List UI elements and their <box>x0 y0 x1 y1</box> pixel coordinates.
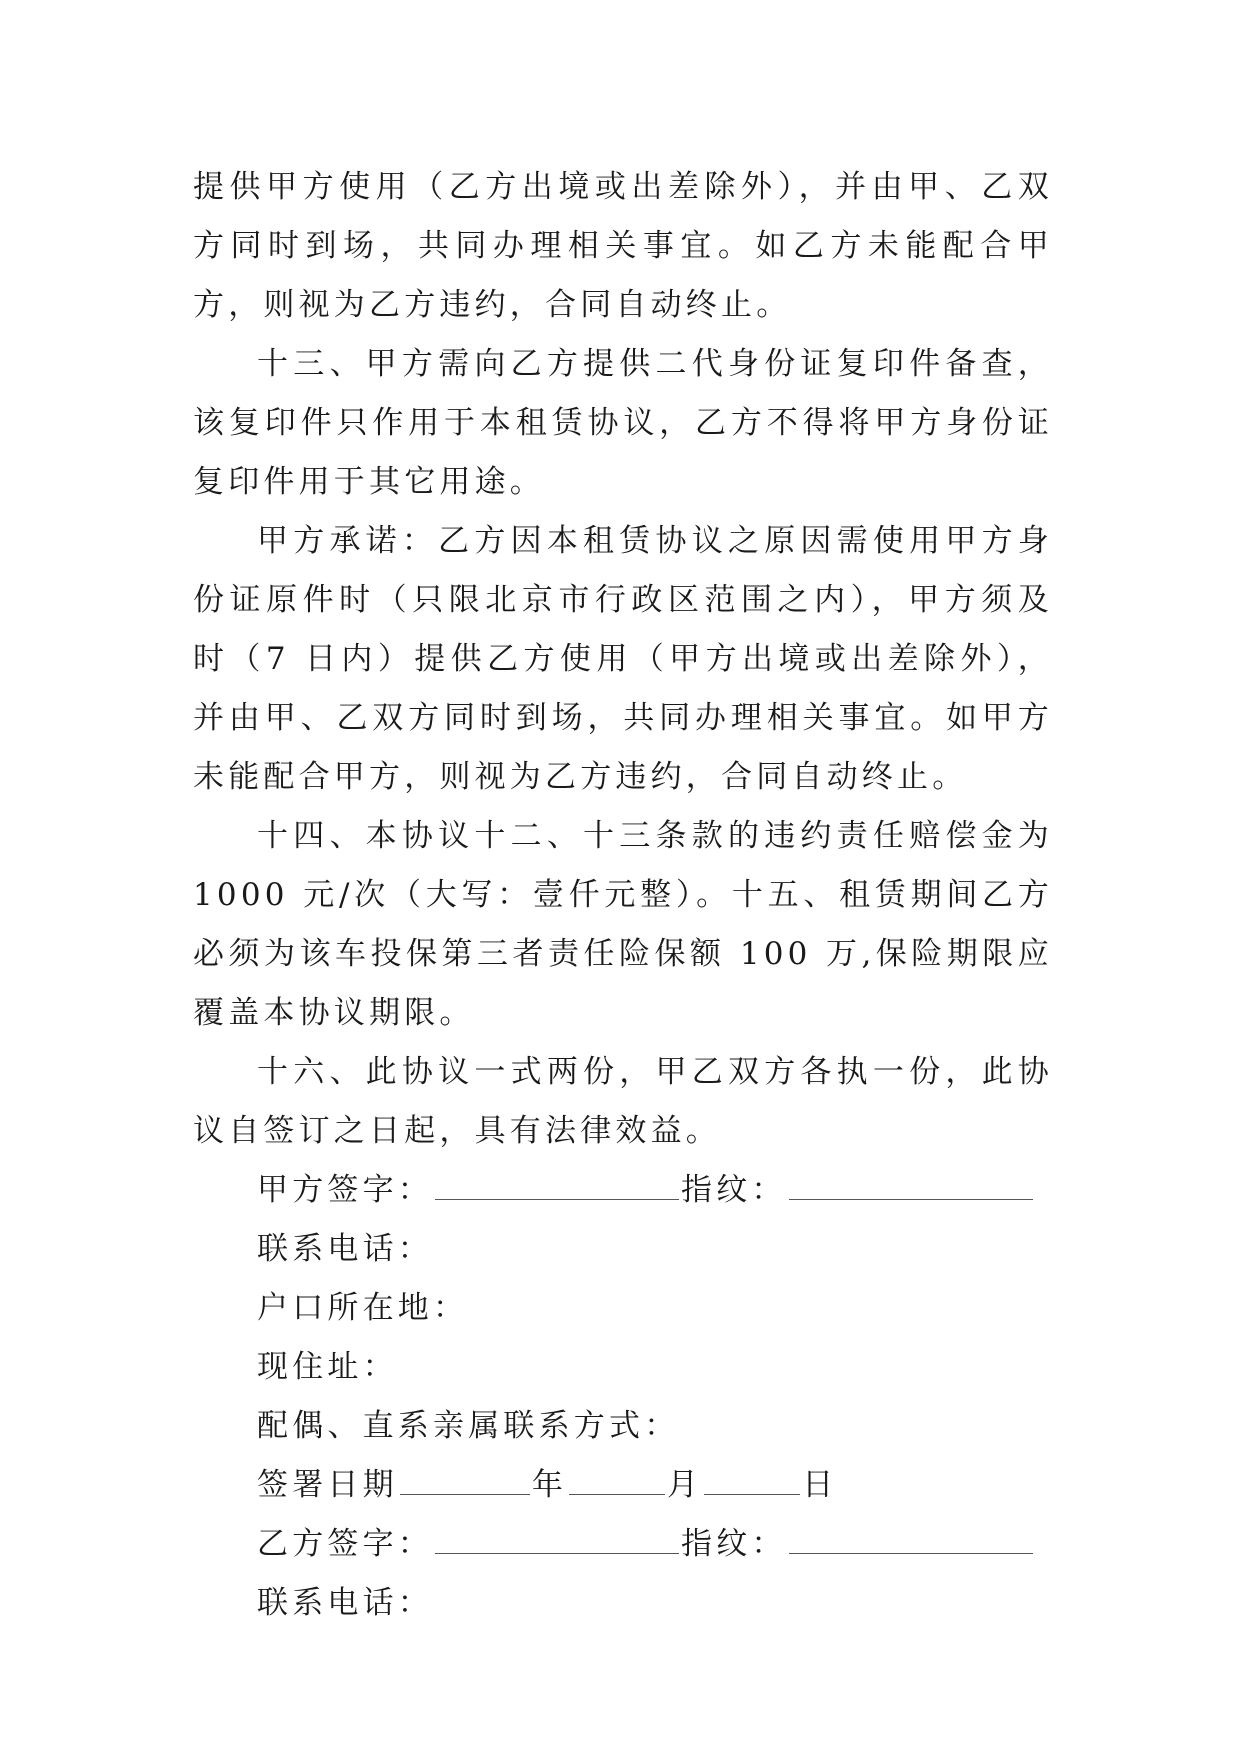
signing-day-blank[interactable] <box>704 1464 800 1495</box>
party-b-signature-line <box>193 1515 1053 1574</box>
signing-month-blank[interactable] <box>569 1464 665 1495</box>
party-a-address-label: 现住址： <box>257 1349 398 1385</box>
party-b-fingerprint-blank[interactable] <box>789 1523 1033 1554</box>
paragraph-clause-13: 十三、甲方需向乙方提供二代身份证复印件备查，该复印件只作用于本租赁协议，乙方不得将甲方身份证复印件用于其它用途。 <box>193 346 1053 500</box>
paragraph-party-a-promise: 甲方承诺：乙方因本租赁协议之原因需使用甲方身份证原件时（只限北京市行政区范围之内），甲方须及时（7 日内）提供乙方使用（甲方出境或出差除外），并由甲、乙双方同时到场，共同办理相关事宜。如甲方未能配合甲方，则视为乙方违约，合同自动终止。 <box>193 523 1053 795</box>
party-a-address-line <box>193 1338 1053 1397</box>
party-a-fingerprint-label: 指纹： <box>681 1172 787 1208</box>
document-page <box>193 158 1068 1633</box>
party-a-relative-label: 配偶、直系亲属联系方式： <box>257 1408 680 1444</box>
party-a-phone-label: 联系电话： <box>257 1231 433 1267</box>
paragraph-clause-14-15: 十四、本协议十二、十三条款的违约责任赔偿金为 1000 元/次（大写：壹仟元整）。十五、租赁期间乙方必须为该车投保第三者责任险保额 100 万,保险期限应覆盖本协议期限。 <box>193 818 1068 1031</box>
party-b-signature-label: 乙方签字： <box>257 1526 433 1562</box>
month-label: 月 <box>667 1467 703 1503</box>
party-b-signature-blank[interactable] <box>435 1523 679 1554</box>
party-a-signature-line <box>193 1161 1053 1220</box>
day-label: 日 <box>802 1467 838 1503</box>
party-a-relative-line <box>193 1397 1053 1456</box>
party-a-hukou-label: 户口所在地： <box>257 1290 469 1326</box>
party-a-signature-blank[interactable] <box>435 1169 679 1200</box>
party-a-phone-line <box>193 1220 1053 1279</box>
party-a-fingerprint-blank[interactable] <box>789 1169 1033 1200</box>
party-b-phone-label: 联系电话： <box>257 1585 433 1621</box>
signing-year-blank[interactable] <box>400 1464 530 1495</box>
party-b-fingerprint-label: 指纹： <box>681 1526 787 1562</box>
paragraph-clause-16: 十六、此协议一式两份，甲乙双方各执一份，此协议自签订之日起，具有法律效益。 <box>193 1054 1053 1149</box>
signing-date-line <box>193 1456 1053 1515</box>
party-a-hukou-line <box>193 1279 1053 1338</box>
year-label: 年 <box>531 1467 568 1503</box>
party-b-phone-line <box>193 1574 1053 1633</box>
party-a-signature-label: 甲方签字： <box>257 1172 433 1208</box>
signing-date-label: 签署日期 <box>257 1467 398 1503</box>
paragraph-continuation: 提供甲方使用（乙方出境或出差除外），并由甲、乙双方同时到场，共同办理相关事宜。如乙方未能配合甲方，则视为乙方违约，合同自动终止。 <box>193 169 1053 323</box>
